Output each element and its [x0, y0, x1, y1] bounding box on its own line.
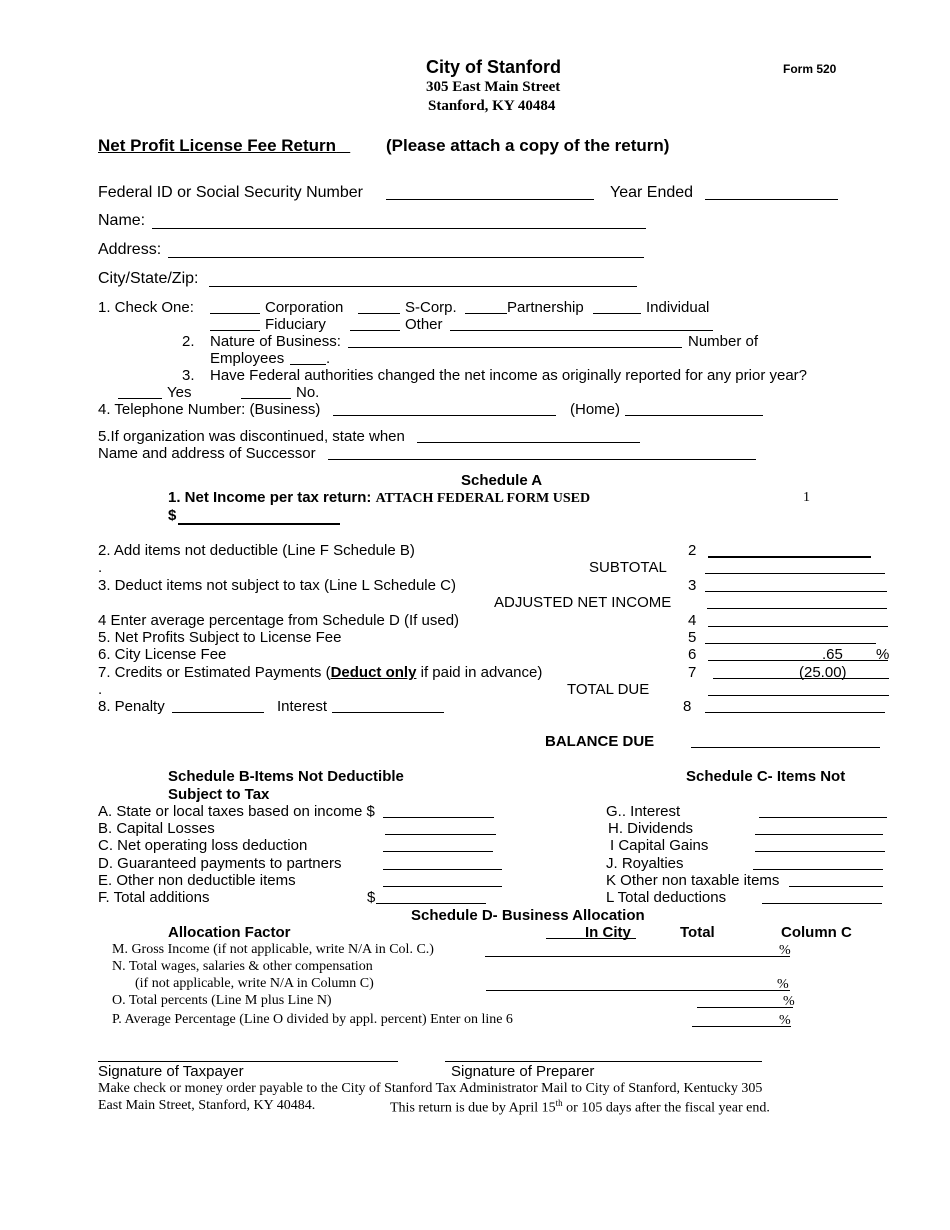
total-header: Total — [680, 924, 715, 941]
schedule-a-num3: 3 — [688, 577, 697, 594]
schedule-c-j: J. Royalties — [606, 855, 684, 872]
balance-due-input[interactable] — [691, 747, 880, 748]
schedule-a-num6: 6 — [688, 646, 697, 663]
number-of-label: Number of — [688, 333, 759, 350]
schedule-d-p-input[interactable] — [692, 1026, 791, 1027]
business-phone-input[interactable] — [333, 415, 556, 416]
successor-label: Name and address of Successor — [98, 445, 316, 462]
schedule-c-i-input[interactable] — [755, 851, 885, 852]
schedule-b-f-input[interactable] — [376, 903, 486, 904]
preparer-signature-label: Signature of Preparer — [451, 1063, 595, 1080]
schedule-a-line1-label: 1. Net Income per tax return: — [168, 489, 372, 506]
name-input[interactable] — [152, 228, 646, 229]
schedule-c-l: L Total deductions — [606, 889, 727, 906]
schedule-a-num4: 4 — [688, 612, 697, 629]
partnership-label: Partnership — [507, 299, 584, 316]
line4-input[interactable] — [708, 626, 888, 627]
form-title-text: Net Profit License Fee Return — [98, 136, 337, 155]
schedule-b-c-input[interactable] — [383, 851, 493, 852]
nature-of-business-input[interactable] — [348, 347, 682, 348]
schedule-b-e-input[interactable] — [383, 886, 502, 887]
other-label: Other — [405, 316, 443, 333]
net-income-input[interactable] — [178, 523, 340, 525]
fein-input[interactable] — [386, 199, 594, 200]
schedule-b-c: C. Net operating loss deduction — [98, 837, 308, 854]
other-checkbox[interactable] — [350, 330, 400, 331]
line7-pre: 7. Credits or Estimated Payments ( — [98, 664, 331, 681]
schedule-d-p-pct: % — [779, 1013, 791, 1028]
line7-post: if paid in advance) — [416, 664, 543, 681]
schedule-b-a-input[interactable] — [383, 817, 494, 818]
schedule-b-f: F. Total additions — [98, 889, 210, 906]
nature-of-business-label: Nature of Business: — [210, 333, 341, 350]
total-due-label: TOTAL DUE — [567, 681, 650, 698]
in-city-header: In City — [585, 924, 631, 941]
adjusted-net-income-input[interactable] — [707, 608, 887, 609]
schedule-d-m-pct: % — [779, 943, 791, 958]
individual-checkbox[interactable] — [593, 313, 641, 314]
fiduciary-label: Fiduciary — [265, 316, 326, 333]
subtotal-label: SUBTOTAL — [589, 559, 667, 576]
schedule-b-b-input[interactable] — [385, 834, 496, 835]
payment-instructions-line1: Make check or money order payable to the City of Stanford Tax Administrator Mail to City of Stanford, Kentucky 305 — [98, 1081, 763, 1096]
line3-input[interactable] — [705, 591, 887, 592]
year-ended-label: Year Ended — [610, 184, 694, 201]
due-date-note — [390, 1098, 770, 1117]
balance-due-label: BALANCE DUE — [545, 733, 655, 750]
schedule-b-b: B. Capital Losses — [98, 820, 215, 837]
net-income-dollar: $ — [168, 507, 177, 524]
schedule-a-line7 — [98, 664, 542, 681]
schedule-c-j-input[interactable] — [753, 869, 883, 870]
scorp-label: S-Corp. — [405, 299, 457, 316]
name-label: Name: — [98, 212, 146, 229]
schedule-c-k: K Other non taxable items — [606, 872, 780, 889]
home-phone-input[interactable] — [625, 415, 763, 416]
line8-input[interactable] — [705, 712, 885, 713]
schedule-a-line1-attach: ATTACH FEDERAL FORM USED — [375, 491, 591, 506]
line5-input[interactable] — [705, 643, 876, 644]
interest-label: Interest — [277, 698, 328, 715]
schedule-c-l-input[interactable] — [762, 903, 882, 904]
schedule-c-title: Schedule C- Items Not — [686, 768, 846, 785]
schedule-d-n-pct: % — [777, 977, 789, 992]
q2-number: 2. — [182, 333, 195, 350]
schedule-a-title: Schedule A — [461, 472, 543, 489]
schedule-a-num7: 7 — [688, 664, 697, 681]
individual-label: Individual — [646, 299, 710, 316]
schedule-d-o-pct: % — [783, 994, 795, 1009]
fein-label: Federal ID or Social Security Number — [98, 184, 363, 201]
schedule-b-f-dollar: $ — [367, 889, 376, 906]
due-date-superscript: th — [555, 1098, 563, 1108]
preparer-signature-line[interactable] — [445, 1061, 762, 1062]
home-phone-label: (Home) — [570, 401, 621, 418]
due-date-text: This return is due by April 15 — [390, 1100, 556, 1116]
line7-deduct-only: Deduct only — [330, 664, 417, 681]
corporation-label: Corporation — [265, 299, 344, 316]
schedule-a-line6: 6. City License Fee — [98, 646, 227, 663]
payment-instructions-line2a: East Main Street, Stanford, KY 40484. — [98, 1098, 316, 1113]
allocation-factor-header: Allocation Factor — [168, 924, 291, 941]
q3-text: Have Federal authorities changed the net income as originally reported for any prior year? — [210, 367, 807, 384]
line2-input[interactable] — [708, 556, 871, 558]
fiduciary-checkbox[interactable] — [210, 330, 260, 331]
schedule-b-e: E. Other non deductible items — [98, 872, 296, 889]
schedule-d-n-input[interactable] — [486, 990, 790, 991]
schedule-d-m: M. Gross Income (if not applicable, write N/A in Col. C.) — [112, 942, 434, 957]
schedule-c-g: G.. Interest — [606, 803, 681, 820]
city-state-zip-label: City/State/Zip: — [98, 270, 199, 287]
schedule-d-p: P. Average Percentage (Line O divided by appl. percent) Enter on line 6 — [112, 1012, 513, 1027]
schedule-a-num8: 8 — [683, 698, 692, 715]
schedule-d-n2: (if not applicable, write N/A in Column C) — [135, 976, 374, 991]
discontinued-label: 5.If organization was discontinued, state when — [98, 428, 405, 445]
city-state-zip: Stanford, KY 40484 — [428, 98, 556, 114]
schedule-c-k-input[interactable] — [789, 886, 883, 887]
schedule-a-line3: 3. Deduct items not subject to tax (Line L Schedule C) — [98, 577, 456, 594]
year-ended-input[interactable] — [705, 199, 838, 200]
taxpayer-signature-line[interactable] — [98, 1061, 398, 1062]
schedule-d-m-input[interactable] — [485, 956, 790, 957]
schedule-c-g-input[interactable] — [759, 817, 887, 818]
no-label: No. — [296, 384, 320, 401]
no-checkbox[interactable] — [241, 398, 291, 399]
other-input[interactable] — [450, 330, 713, 331]
employees-input[interactable] — [290, 364, 326, 365]
total-due-dot: . — [98, 681, 103, 698]
employees-label: Employees — [210, 350, 285, 367]
schedule-a-line5: 5. Net Profits Subject to License Fee — [98, 629, 342, 646]
schedule-c-h: H. Dividends — [608, 820, 694, 837]
schedule-a-line2: 2. Add items not deductible (Line F Schedule B) — [98, 542, 415, 559]
due-date-tail: or 105 days after the fiscal year end. — [562, 1100, 770, 1116]
address-input[interactable] — [168, 257, 644, 258]
license-fee-rate-input[interactable] — [708, 660, 888, 661]
schedule-c-i: I Capital Gains — [610, 837, 709, 854]
schedule-d-o-input[interactable] — [697, 1007, 793, 1008]
adjusted-net-income-label: ADJUSTED NET INCOME — [494, 594, 672, 611]
interest-input[interactable] — [332, 712, 444, 713]
schedule-a-line8: 8. Penalty — [98, 698, 165, 715]
license-fee-rate: .65 — [822, 646, 843, 663]
address-label: Address: — [98, 241, 162, 258]
taxpayer-signature-label: Signature of Taxpayer — [98, 1063, 244, 1080]
schedule-c-subtitle: Subject to Tax — [168, 786, 270, 803]
city-state-zip-input[interactable] — [209, 286, 637, 287]
schedule-a-num5: 5 — [688, 629, 697, 646]
schedule-d-title: Schedule D- Business Allocation — [411, 907, 645, 924]
schedule-b-a: A. State or local taxes based on income $ — [98, 803, 375, 820]
schedule-a-line1 — [168, 489, 590, 507]
form-title — [98, 136, 350, 156]
form-number: Form 520 — [783, 62, 837, 76]
schedule-c-h-input[interactable] — [755, 834, 883, 835]
q3-number: 3. — [182, 367, 195, 384]
city-title: City of Stanford — [426, 57, 561, 77]
schedule-b-title: Schedule B-Items Not Deductible — [168, 768, 404, 785]
partnership-checkbox[interactable] — [465, 313, 507, 314]
schedule-b-d-input[interactable] — [383, 869, 502, 870]
successor-input[interactable] — [328, 459, 756, 460]
employees-period: . — [326, 350, 331, 367]
yes-checkbox[interactable] — [118, 398, 162, 399]
schedule-b-d: D. Guaranteed payments to partners — [98, 855, 342, 872]
total-due-input[interactable] — [708, 695, 889, 696]
form-title-note: (Please attach a copy of the return) — [386, 136, 670, 155]
schedule-a-line1-number: 1 — [803, 490, 810, 505]
schedule-a-line4: 4 Enter average percentage from Schedule D (If used) — [98, 612, 460, 629]
schedule-d-n1: N. Total wages, salaries & other compensation — [112, 959, 373, 974]
corporation-checkbox[interactable] — [210, 313, 260, 314]
subtotal-input[interactable] — [705, 573, 885, 574]
telephone-label: 4. Telephone Number: (Business) — [98, 401, 321, 418]
column-c-header: Column C — [781, 924, 852, 941]
yes-label: Yes — [167, 384, 192, 401]
discontinued-input[interactable] — [417, 442, 640, 443]
scorp-checkbox[interactable] — [358, 313, 400, 314]
credits-value: (25.00) — [799, 664, 847, 681]
schedule-a-num2: 2 — [688, 542, 697, 559]
city-street: 305 East Main Street — [426, 79, 561, 95]
license-fee-percent: % — [876, 646, 890, 663]
schedule-d-o: O. Total percents (Line M plus Line N) — [112, 993, 332, 1008]
subtotal-dot: . — [98, 559, 103, 576]
penalty-input[interactable] — [172, 712, 264, 713]
check-one-label: 1. Check One: — [98, 299, 194, 316]
